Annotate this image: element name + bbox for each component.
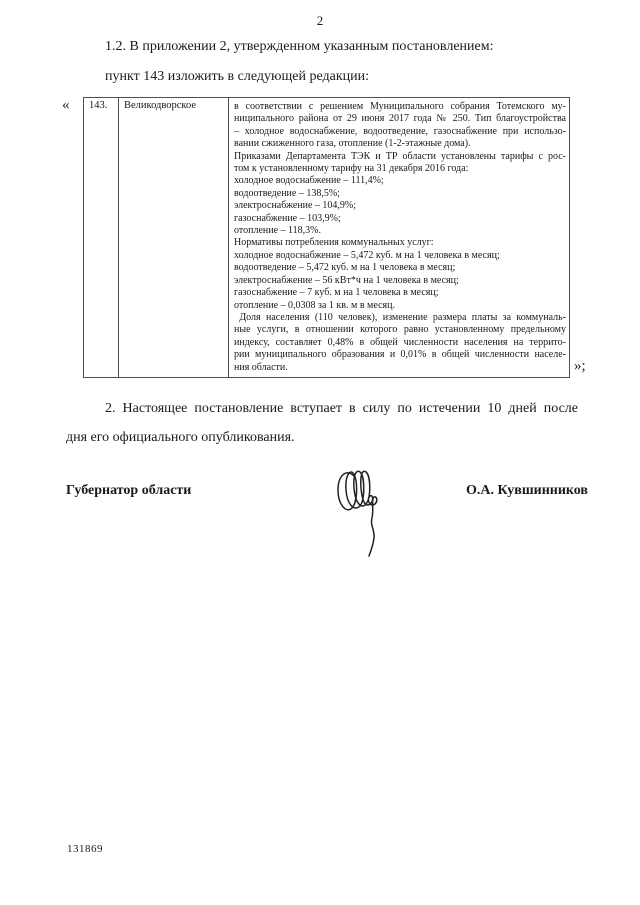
signer-name: О.А. Кувшинников (465, 483, 588, 498)
clause-1-2: 1.2. В приложении 2, утвержденном указанным постановлением: (105, 39, 494, 54)
page-number: 2 (316, 13, 324, 28)
table-cell-line: отопление – 118,3%. (234, 225, 321, 237)
amendment-table (83, 97, 570, 378)
table-cell-line: в соответствии с решением Муниципального собрания Тотемского му- (234, 101, 566, 112)
table-cell-line: электроснабжение – 56 кВт*ч на 1 человека в месяц; (234, 274, 459, 286)
clause-2 (66, 394, 578, 452)
table-cell-line: – холодное водоснабжение, водоотведение, газоснабжение при использо- (234, 125, 566, 137)
document-footer-code: 131869 (67, 843, 103, 855)
clause-1-2b: пункт 143 изложить в следующей редакции: (105, 69, 369, 84)
table-cell-line: Нормативы потребления коммунальных услуг: (234, 237, 434, 249)
table-cell-line: газоснабжение – 103,9%; (234, 212, 341, 224)
table-cell-line: рии муниципального образования и 0,01% в общей численности населе- (234, 349, 566, 361)
table-cell-line: ния области. (234, 361, 288, 373)
table-cell-line: газоснабжение – 7 куб. м на 1 человека в месяц; (234, 287, 439, 299)
table-cell-line: электроснабжение – 104,9%; (234, 200, 357, 212)
table-cell-line: водоотведение – 5,472 куб. м на 1 человека в месяц; (234, 262, 456, 274)
opening-guillemet: « (62, 97, 70, 113)
signature (334, 460, 398, 560)
clause-2-line1: 2. Настоящее постановление вступает в силу по истечении 10 дней после (105, 401, 578, 416)
closing-guillemet: »; (574, 358, 586, 374)
table-cell-line: вании сжиженного газа, отопление (1-2-этажные дома). (234, 138, 471, 150)
signer-title: Губернатор области (66, 483, 192, 498)
table-cell-line: ные услуги, в отношении которого равно установленному предельному (234, 324, 566, 336)
table-cell-line: холодное водоснабжение – 5,472 куб. м на 1 человека в месяц; (234, 249, 500, 261)
table-cell-line: Доля населения (110 человек), изменение размера платы за коммуналь- (234, 311, 566, 323)
table-cell-line: отопление – 0,0308 за 1 кв. м в месяц. (234, 299, 395, 311)
table-cell-line: индексу, составляет 0,48% в общей численности населения на террито- (234, 336, 566, 348)
table-cell-line: Приказами Департамента ТЭК и ТР области установлены тарифы с рос- (234, 150, 566, 162)
table-cell-line: водоотведение – 138,5%; (234, 187, 340, 199)
table-cell-settlement-name: Великодворское (119, 98, 229, 377)
table-cell-line: том к установленному тарифу на 31 декабря 2016 года: (234, 163, 469, 175)
table-cell-item-number: 143. (84, 98, 119, 377)
table-cell-line: холодное водоснабжение – 111,4%; (234, 175, 384, 187)
table-cell-description (229, 98, 569, 377)
table-cell-line: ниципального района от 29 июня 2017 года № 250. Тип благоустройства (234, 113, 566, 125)
clause-2-line2: дня его официального опубликования. (66, 430, 295, 445)
